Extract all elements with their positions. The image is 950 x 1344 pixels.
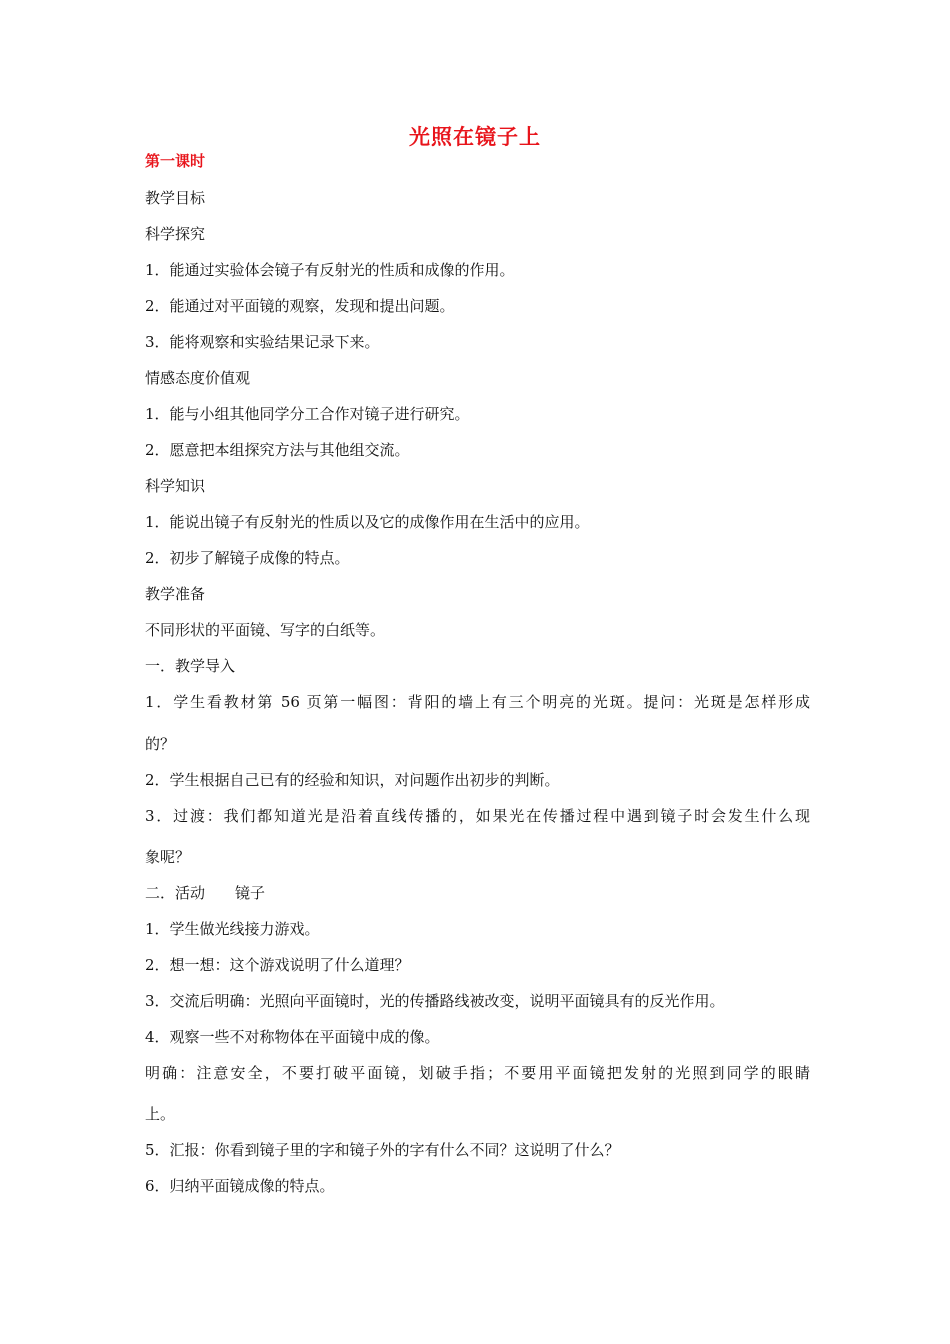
paragraph: 1．能与小组其他同学分工合作对镜子进行研究。 (145, 405, 470, 423)
paragraph: 不同形状的平面镜、写字的白纸等。 (145, 621, 386, 639)
paragraph: 3．能将观察和实验结果记录下来。 (145, 333, 380, 351)
paragraph: 4．观察一些不对称物体在平面镜中成的像。 (145, 1028, 440, 1046)
paragraph-continuation: 上。 (145, 1105, 176, 1123)
paragraph: 1．能说出镜子有反射光的性质以及它的成像作用在生活中的应用。 (145, 513, 590, 531)
paragraph: 3．过渡：我们都知道光是沿着直线传播的，如果光在传播过程中遇到镜子时会发生什么现 (145, 807, 810, 825)
paragraph: 2．学生根据自己已有的经验和知识，对问题作出初步的判断。 (145, 771, 560, 789)
heading-science-inquiry: 科学探究 (145, 225, 206, 243)
heading-section-two: 二．活动 镜子 (145, 884, 266, 902)
paragraph: 2．愿意把本组探究方法与其他组交流。 (145, 441, 410, 459)
paragraph: 3．交流后明确：光照向平面镜时，光的传播路线被改变，说明平面镜具有的反光作用。 (145, 992, 725, 1010)
paragraph-continuation: 象呢？ (145, 848, 191, 866)
heading-science-knowledge: 科学知识 (145, 477, 206, 495)
heading-teaching-goals: 教学目标 (145, 189, 206, 207)
document-title: 光照在镜子上 (409, 124, 541, 149)
heading-teaching-preparation: 教学准备 (145, 585, 206, 603)
paragraph: 2．初步了解镜子成像的特点。 (145, 549, 350, 567)
paragraph: 1．能通过实验体会镜子有反射光的性质和成像的作用。 (145, 261, 515, 279)
paragraph: 2．能通过对平面镜的观察，发现和提出问题。 (145, 297, 455, 315)
paragraph: 2．想一想：这个游戏说明了什么道理？ (145, 956, 410, 974)
lesson-label: 第一课时 (145, 152, 206, 170)
paragraph: 6．归纳平面镜成像的特点。 (145, 1177, 335, 1195)
paragraph: 明确：注意安全，不要打破平面镜，划破手指；不要用平面镜把发射的光照到同学的眼睛 (145, 1064, 810, 1082)
paragraph-continuation: 的？ (145, 735, 176, 753)
paragraph: 1．学生做光线接力游戏。 (145, 920, 320, 938)
paragraph: 5．汇报：你看到镜子里的字和镜子外的字有什么不同？这说明了什么？ (145, 1141, 620, 1159)
paragraph: 1．学生看教材第 56 页第一幅图：背阳的墙上有三个明亮的光斑。提问：光斑是怎样形成 (145, 693, 810, 711)
heading-section-one: 一．教学导入 (145, 657, 236, 675)
heading-attitude-values: 情感态度价值观 (145, 369, 251, 387)
